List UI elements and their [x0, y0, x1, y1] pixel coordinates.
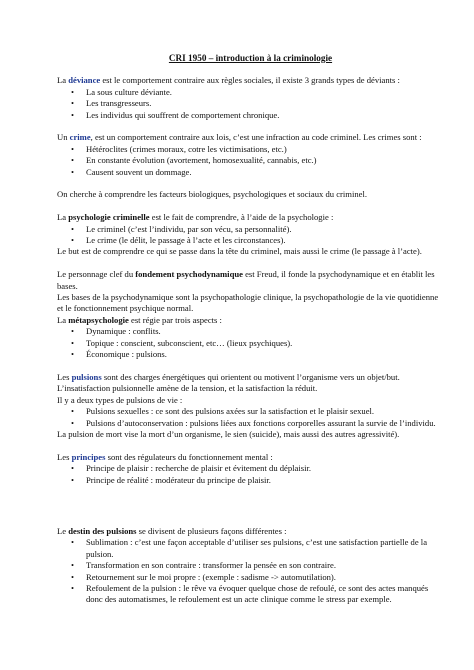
- text-fragment: Le personnage clef du: [57, 269, 136, 280]
- bullet-icon: •: [71, 560, 75, 571]
- bullet-icon: •: [71, 417, 75, 428]
- bullet-icon: •: [71, 571, 75, 582]
- list-item: [57, 224, 444, 235]
- psychology-paragraph: [57, 212, 444, 223]
- destiny-list: [57, 537, 444, 605]
- metapsychology-list: [57, 326, 444, 360]
- bullet-icon: •: [71, 155, 75, 166]
- pulsions-paragraph: [57, 372, 444, 383]
- bullet-icon: •: [71, 86, 75, 97]
- list-item: [57, 98, 444, 109]
- list-item-text: Hétéroclites (crimes moraux, cotre les victimisations, etc.): [86, 143, 287, 154]
- text-fragment: sont des régulateurs du fonctionnement mental :: [105, 451, 273, 462]
- pulsions-types-paragraph: Il y a deux types de pulsions de vie :: [57, 394, 183, 405]
- list-item: [57, 560, 444, 571]
- list-item-text: Principe de réalité : modérateur du principe de plaisir.: [86, 474, 271, 485]
- list-item-text: Causent souvent un dommage.: [86, 166, 192, 177]
- keyword-fondement-psychodynamique: fondement psychodynamique: [135, 269, 243, 280]
- list-item: [57, 572, 444, 583]
- metapsychology-paragraph: [57, 315, 444, 326]
- pulsions-tension-paragraph: L’insatisfaction pulsionnelle amène de la tension, et la satisfaction la réduit.: [57, 383, 318, 394]
- bullet-icon: •: [71, 337, 75, 348]
- list-item: [57, 475, 444, 486]
- crime-paragraph: [57, 132, 444, 143]
- list-item: [57, 155, 444, 166]
- list-item-text: Sublimation : c’est une façon acceptable d’utiliser ses pulsions, c’est une satisfaction partielle de la pulsion.: [86, 537, 428, 559]
- list-item-text: Le criminel (c’est l’individu, par son vécu, sa personnalité).: [86, 223, 292, 234]
- keyword-metapsychologie: métapsychologie: [68, 314, 129, 325]
- keyword-destin-des-pulsions: destin des pulsions: [68, 525, 137, 536]
- list-item: [57, 144, 444, 155]
- list-item-text: Dynamique : conflits.: [86, 326, 161, 337]
- crime-list: [57, 144, 444, 178]
- text-fragment: La: [57, 75, 69, 86]
- list-item-text: Retournement sur le moi propre : (exemple : sadisme -> automutilation).: [86, 571, 336, 582]
- list-item-text: Le crime (le délit, le passage à l’acte et les circonstances).: [86, 235, 286, 246]
- list-item: [57, 349, 444, 360]
- list-item: [57, 406, 444, 417]
- text-fragment: Le: [57, 525, 69, 536]
- list-item: [57, 167, 444, 178]
- text-fragment: sont des charges énergétiques qui orientent ou motivent l’organisme vers un objet/but.: [101, 371, 400, 382]
- text-fragment: La: [57, 212, 69, 223]
- list-item-text: Principe de plaisir : recherche de plaisir et évitement du déplaisir.: [86, 463, 312, 474]
- list-item-text: Refoulement de la pulsion : le rêve va évoquer quelque chose de refoulé, ce sont des actes manqués donc des automatismes, le refoulement est un acte clinique comme le stress par exemple.: [86, 582, 429, 605]
- list-item-text: Transformation en son contraire : transformer la pensée en son contraire.: [86, 560, 337, 571]
- text-fragment: La: [57, 314, 69, 325]
- keyword-deviance: déviance: [68, 75, 101, 86]
- deviance-paragraph: [57, 75, 444, 86]
- text-fragment: est régie par trois aspects :: [128, 314, 222, 325]
- bullet-icon: •: [71, 463, 75, 474]
- bullet-icon: •: [71, 143, 75, 154]
- page-title: CRI 1950 – introduction à la criminologie: [168, 53, 333, 63]
- list-item-text: Économique : pulsions.: [86, 349, 167, 360]
- destiny-paragraph: [57, 526, 444, 537]
- list-item-text: Pulsions sexuelles : ce sont des pulsions axées sur la satisfaction et le plaisir sexuel.: [86, 406, 375, 417]
- list-item-text: En constante évolution (avortement, homosexualité, cannabis, etc.): [86, 155, 317, 166]
- bullet-icon: •: [71, 235, 75, 246]
- list-item: [57, 418, 444, 429]
- list-item-text: Les transgresseurs.: [86, 98, 152, 109]
- bullet-icon: •: [71, 109, 75, 120]
- bullet-icon: •: [71, 349, 75, 360]
- list-item-text: Les individus qui souffrent de comportement chronique.: [86, 109, 280, 120]
- list-item: [57, 87, 444, 98]
- text-fragment: est le fait de comprendre, à l’aide de la psychologie :: [149, 212, 334, 223]
- bullet-icon: •: [71, 474, 75, 485]
- bullet-icon: •: [71, 166, 75, 177]
- bullet-icon: •: [71, 537, 75, 548]
- list-item: [57, 583, 444, 606]
- text-fragment: Un: [57, 132, 70, 143]
- list-item-text: La sous culture déviante.: [86, 86, 172, 97]
- death-drive-paragraph: La pulsion de mort vise la mort d’un organisme, le sien (suicide), mais aussi des autres agressivité).: [57, 428, 400, 439]
- list-item-text: Pulsions d’autoconservation : pulsions liées aux fonctions corporelles assurant la survie de l’individu.: [86, 417, 436, 428]
- list-item: [57, 326, 444, 337]
- bullet-icon: •: [71, 98, 75, 109]
- list-item-text: Topique : conscient, subconscient, etc… (lieux psychiques).: [86, 337, 293, 348]
- keyword-pulsions: pulsions: [71, 371, 102, 382]
- list-item: [57, 235, 444, 246]
- psychology-list: [57, 224, 444, 247]
- crime-factors-paragraph: On cherche à comprendre les facteurs biologiques, psychologiques et sociaux du criminel.: [57, 189, 367, 200]
- principles-list: [57, 463, 444, 486]
- text-fragment: Les: [57, 371, 72, 382]
- list-item: [57, 463, 444, 474]
- text-fragment: est Freud, il fonde la psychodynamique et en établit les bases.: [57, 269, 435, 291]
- keyword-crime: crime: [69, 132, 91, 143]
- keyword-psychologie-criminelle: psychologie criminelle: [68, 212, 150, 223]
- bullet-icon: •: [71, 326, 75, 337]
- text-fragment: , est un comportement contraire aux lois, c’est une infraction au code criminel. Les crimes sont :: [90, 132, 422, 143]
- text-fragment: est le comportement contraire aux règles sociales, il existe 3 grands types de déviants :: [100, 75, 400, 86]
- list-item: [57, 110, 444, 121]
- psychodynamic-bases-paragraph: Les bases de la psychodynamique sont la psychopathologie clinique, la psychopathologie de la vie quotidienne et le fonctionnement psychique normal.: [57, 292, 439, 314]
- keyword-principes: principes: [71, 451, 106, 462]
- text-fragment: Les: [57, 451, 72, 462]
- pulsions-list: [57, 406, 444, 429]
- text-fragment: se divisent de plusieurs façons différentes :: [136, 525, 287, 536]
- deviance-list: [57, 87, 444, 121]
- bullet-icon: •: [71, 582, 75, 593]
- list-item: [57, 537, 444, 560]
- principles-paragraph: [57, 452, 444, 463]
- psychodynamic-paragraph: [57, 269, 444, 292]
- bullet-icon: •: [71, 223, 75, 234]
- list-item: [57, 338, 444, 349]
- psychology-goal-paragraph: Le but est de comprendre ce qui se passe dans la tête du criminel, mais aussi le crime (le passage à l’acte).: [57, 246, 422, 257]
- bullet-icon: •: [71, 406, 75, 417]
